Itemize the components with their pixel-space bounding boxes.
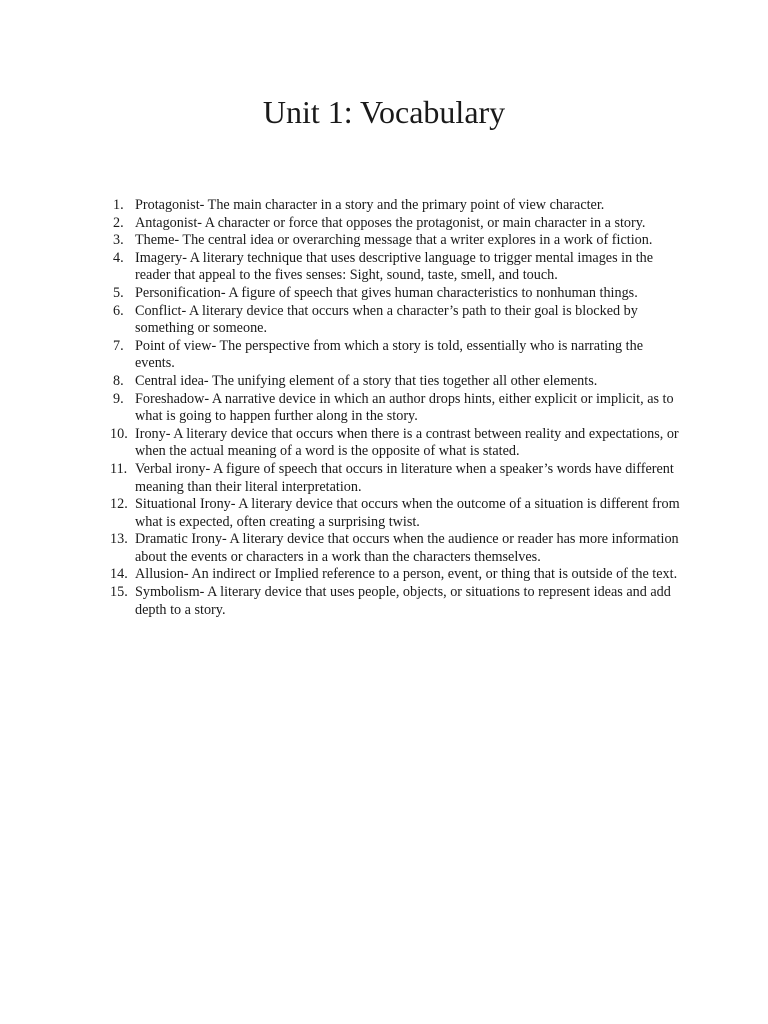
list-item [103, 232, 683, 250]
item-number: 8. [113, 372, 124, 389]
vocabulary-list [103, 197, 683, 619]
item-number: 6. [113, 302, 124, 319]
item-definition: Allusion- An indirect or Implied reference to a person, event, or thing that is outside of the text. [135, 566, 678, 583]
item-number: 10. [110, 425, 128, 442]
item-definition: Protagonist- The main character in a story and the primary point of view character. [135, 197, 605, 213]
item-definition: Dramatic Irony- A literary device that occurs when the audience or reader has more information about the events or characters in a work than the characters themselves. [135, 531, 679, 565]
item-definition: Antagonist- A character or force that opposes the protagonist, or main character in a story. [135, 214, 646, 231]
list-item [103, 496, 683, 531]
list-item [103, 215, 683, 233]
item-number: 15. [110, 584, 128, 601]
item-number: 9. [113, 390, 124, 407]
list-item [103, 566, 683, 584]
item-definition: Central idea- The unifying element of a story that ties together all other elements. [135, 372, 598, 389]
item-number: 13. [110, 531, 128, 548]
list-item [103, 303, 683, 338]
item-number: 1. [113, 197, 124, 213]
list-item [103, 373, 683, 391]
item-number: 14. [110, 566, 128, 583]
item-definition: Point of view- The perspective from which a story is told, essentially who is narrating the events. [135, 337, 644, 372]
page-title: Unit 1: Vocabulary [262, 94, 506, 130]
item-definition: Irony- A literary device that occurs when there is a contrast between reality and expectations, or when the actual meaning of a word is the opposite of what is stated. [135, 425, 679, 460]
item-number: 12. [110, 496, 128, 513]
list-item [103, 338, 683, 373]
list-item [103, 391, 683, 426]
item-number: 7. [113, 337, 124, 354]
item-number: 2. [113, 214, 124, 231]
item-definition: Symbolism- A literary device that uses people, objects, or situations to represent ideas and add depth to a story. [135, 584, 671, 618]
list-item [103, 250, 683, 285]
item-number: 4. [113, 249, 124, 266]
item-definition: Theme- The central idea or overarching message that a writer explores in a work of fiction. [135, 232, 653, 249]
item-definition: Situational Irony- A literary device that occurs when the outcome of a situation is different from what is expected, often creating a surprising twist. [135, 496, 680, 530]
list-item [103, 461, 683, 496]
list-item [103, 197, 683, 215]
item-definition: Conflict- A literary device that occurs when a character’s path to their goal is blocked by something or someone. [135, 302, 638, 337]
item-definition: Foreshadow- A narrative device in which an author drops hints, either explicit or implicit, as to what is going to happen further along in the story. [135, 390, 674, 425]
item-number: 11. [110, 460, 128, 477]
item-definition: Imagery- A literary technique that uses descriptive language to trigger mental images in the reader that appeal to the fives senses: Sight, sound, taste, smell, and touch. [135, 249, 654, 284]
list-item [103, 426, 683, 461]
list-item [103, 584, 683, 619]
item-definition: Verbal irony- A figure of speech that occurs in literature when a speaker’s words have different meaning than their literal interpretation. [135, 460, 674, 495]
item-number: 5. [113, 284, 124, 301]
item-number: 3. [113, 232, 124, 249]
item-definition: Personification- A figure of speech that gives human characteristics to nonhuman things. [135, 284, 638, 301]
list-item [103, 285, 683, 303]
list-item [103, 531, 683, 566]
